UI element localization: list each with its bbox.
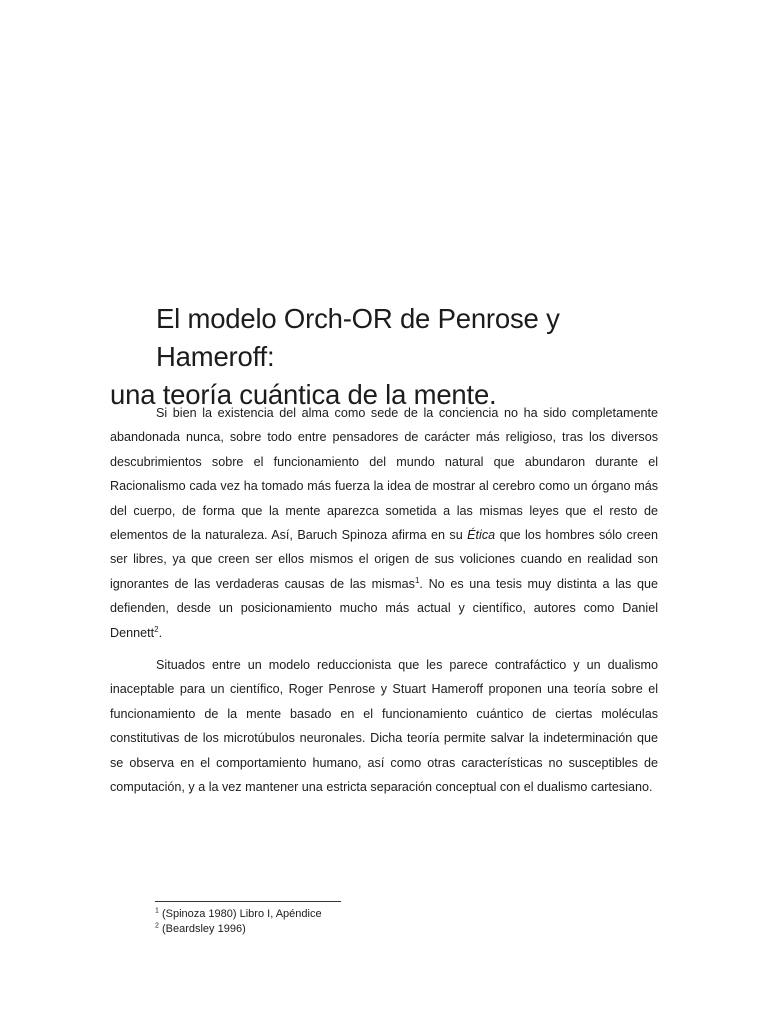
title-line-1: El modelo Orch-OR de Penrose y Hameroff: (156, 303, 560, 372)
paragraph-1-italic-title: Ética (467, 528, 496, 543)
footnote-1-text: (Spinoza 1980) Libro I, Apéndice (158, 908, 322, 920)
footnote-reference-2: 2 (154, 624, 159, 634)
paragraph-1 (110, 401, 658, 645)
paragraph-2: Situados entre un modelo reduccionista que les parece contrafáctico y un dualismo inaceptable para un científico, Roger Penrose y Stuart Hameroff proponen una teoría sobre el funcionamiento de la mente basado en el funcionamiento cuántico de ciertas moléculas constitutivas de los microtúbulos neuronales. Dicha teoría permite salvar la indeterminación que se observa en el comportamiento humano, así como otras características no susceptibles de computación, y a la vez mantener una estricta separación conceptual con el dualismo cartesiano. (110, 658, 658, 795)
paragraph-1-part-3: . No es una tesis muy distinta a las que defienden, desde un posicionamiento mucho más actual y científico, autores como Daniel Dennett (110, 576, 658, 640)
footnote-1-number: 1 (155, 907, 159, 915)
footnote-1 (155, 907, 555, 922)
document-title (110, 300, 670, 414)
paragraph-1-part-4: . (158, 625, 163, 640)
footnote-separator (155, 901, 341, 902)
footnote-reference-1: 1 (414, 575, 420, 585)
footnote-2-text: (Beardsley 1996) (158, 923, 246, 935)
body-text (110, 401, 658, 800)
paragraph-1-part-2: que los hombres sólo creen ser libres, ya que creen ser ellos mismos el origen de sus voliciones cuando en realidad son ignorantes de las verdaderas causas de las mismas (110, 528, 658, 591)
paragraph-1-part-1: Si bien la existencia del alma como sede de la conciencia no ha sido completamente abandonada nunca, sobre todo entre pensadores de carácter más religioso, tras los diversos descubrimientos sobre el funcionamiento del mundo natural que abundaron durante el Racionalismo cada vez ha tomado más fuerza la idea de mostrar al cerebro como un órgano más del cuerpo, de forma que la mente aparezca sometida a las mismas leyes que el resto de elementos de la naturaleza. Así, Baruch Spinoza afirma en su (110, 406, 658, 543)
title-line-2: una teoría cuántica de la mente. (110, 379, 497, 410)
footnote-2-number: 2 (155, 922, 159, 930)
footnote-2 (155, 922, 555, 937)
footnotes (155, 907, 555, 937)
